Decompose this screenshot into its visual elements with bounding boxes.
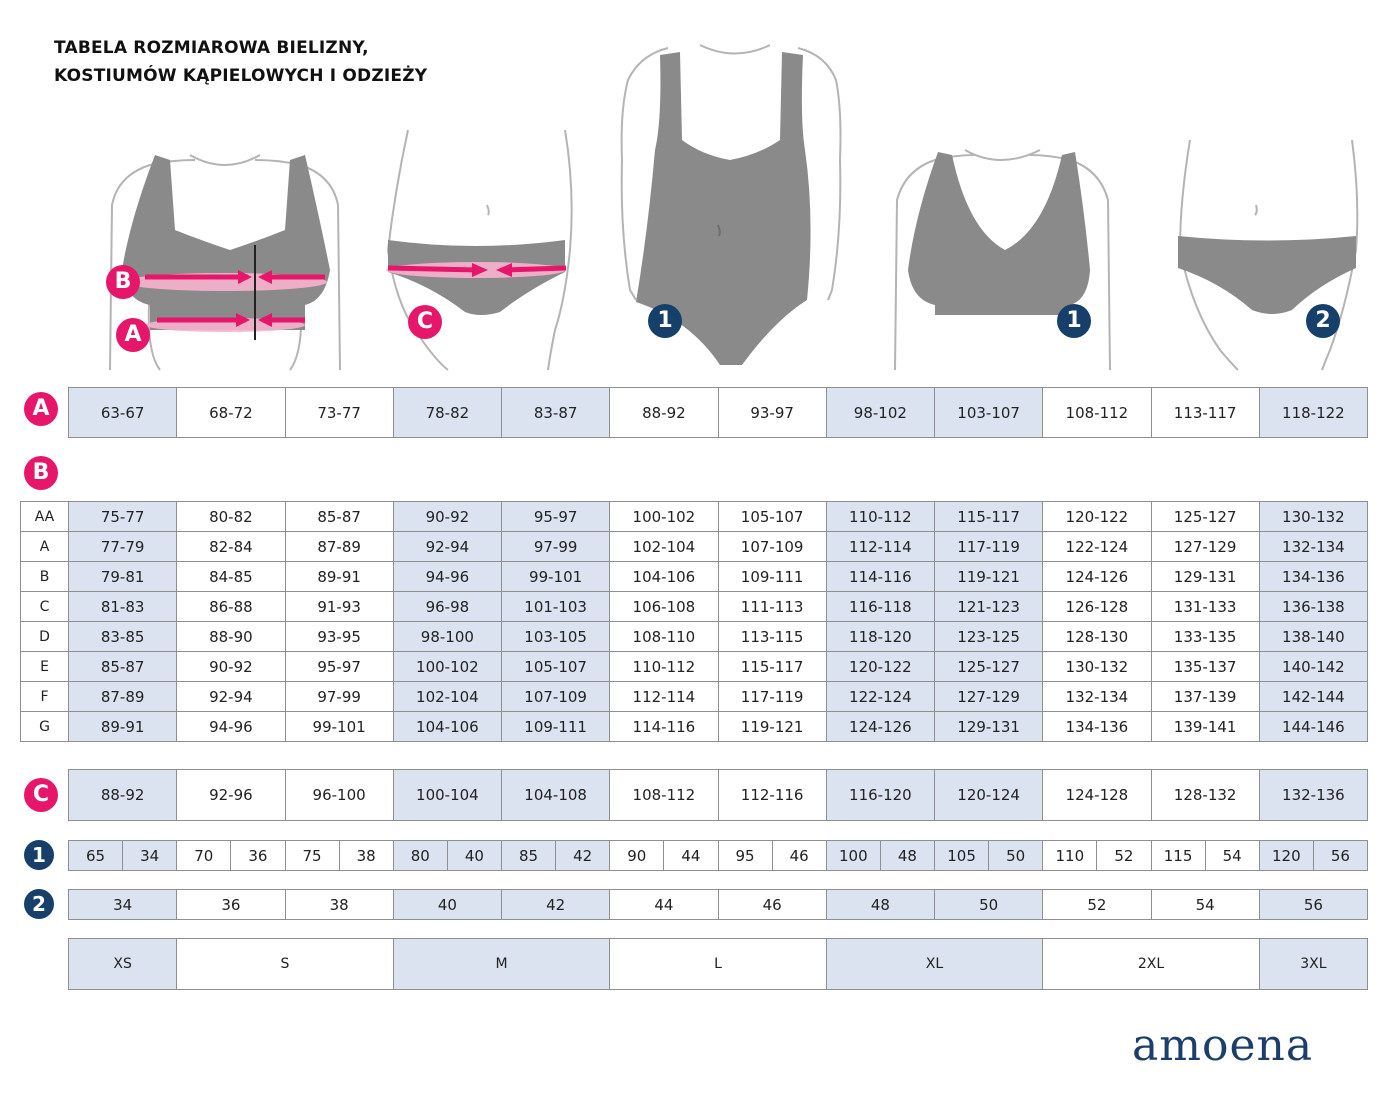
bust-range-cell: 99-101 [502,562,610,592]
bust-range-cell: 129-131 [1151,562,1259,592]
underbust-range-cell: 73-77 [285,388,393,438]
bust-range-cell: 127-129 [935,682,1043,712]
table-underbust-a [68,387,1368,438]
bust-range-cell: 140-142 [1259,652,1367,682]
bust-range-cell: 127-129 [1151,532,1259,562]
bust-range-cell: 87-89 [69,682,177,712]
table-size-1 [68,840,1368,871]
underbust-range-cell: 68-72 [177,388,285,438]
hip-range-cell: 132-136 [1259,770,1367,821]
marker-b-row: B [24,456,58,490]
hip-range-cell: 108-112 [610,770,718,821]
cup-label-cell: F [21,682,69,712]
bust-range-cell: 92-94 [393,532,501,562]
hip-range-cell: 104-108 [502,770,610,821]
letter-size-cell: M [393,939,610,990]
bust-range-cell: 86-88 [177,592,285,622]
table-row [21,622,1368,652]
table-row [69,770,1368,821]
table-row [21,712,1368,742]
chest-value-cell: 85 [502,841,556,871]
bust-range-cell: 110-112 [610,652,718,682]
size-cell: 54 [1151,890,1259,920]
cup-label-cell: B [21,562,69,592]
table-row [21,502,1368,532]
bust-range-cell: 105-107 [718,502,826,532]
bust-range-cell: 117-119 [718,682,826,712]
bust-range-cell: 77-79 [69,532,177,562]
size-cell: 46 [718,890,826,920]
bust-range-cell: 91-93 [285,592,393,622]
size-value-cell: 34 [123,841,177,871]
bust-range-cell: 94-96 [177,712,285,742]
table-row [69,841,1368,871]
bust-range-cell: 90-92 [393,502,501,532]
size-value-cell: 46 [772,841,826,871]
bust-range-cell: 119-121 [718,712,826,742]
size-cell: 44 [610,890,718,920]
bust-range-cell: 107-109 [502,682,610,712]
title-line-2: KOSTIUMÓW KĄPIELOWYCH I ODZIEŻY [54,66,428,86]
bust-range-cell: 109-111 [502,712,610,742]
bust-range-cell: 96-98 [393,592,501,622]
marker-a-figure: A [116,318,150,352]
bust-range-cell: 131-133 [1151,592,1259,622]
bust-range-cell: 102-104 [610,532,718,562]
bust-range-cell: 132-134 [1043,682,1151,712]
cup-label-cell: AA [21,502,69,532]
bust-range-cell: 82-84 [177,532,285,562]
bust-range-cell: 102-104 [393,682,501,712]
chest-value-cell: 65 [69,841,123,871]
cup-label-cell: C [21,592,69,622]
chest-value-cell: 110 [1043,841,1097,871]
marker-a-row: A [24,392,58,426]
marker-2-brief: 2 [1306,304,1340,338]
title-line-1: TABELA ROZMIAROWA BIELIZNY, [54,38,369,58]
hip-range-cell: 88-92 [69,770,177,821]
bust-range-cell: 122-124 [826,682,934,712]
bust-range-cell: 88-90 [177,622,285,652]
bust-range-cell: 120-122 [1043,502,1151,532]
bust-range-cell: 123-125 [935,622,1043,652]
size-value-cell: 38 [339,841,393,871]
bust-range-cell: 125-127 [935,652,1043,682]
bust-range-cell: 105-107 [502,652,610,682]
bust-range-cell: 125-127 [1151,502,1259,532]
hip-range-cell: 92-96 [177,770,285,821]
bust-range-cell: 119-121 [935,562,1043,592]
bust-range-cell: 124-126 [826,712,934,742]
bust-range-cell: 112-114 [610,682,718,712]
bust-range-cell: 121-123 [935,592,1043,622]
size-value-cell: 54 [1205,841,1259,871]
table-letter-sizes [68,938,1368,990]
size-cell: 34 [69,890,177,920]
table-row [21,562,1368,592]
bust-range-cell: 106-108 [610,592,718,622]
chest-value-cell: 120 [1259,841,1313,871]
table-hip-c [68,769,1368,821]
marker-1-row: 1 [24,840,54,870]
bust-range-cell: 100-102 [610,502,718,532]
bust-range-cell: 92-94 [177,682,285,712]
size-value-cell: 52 [1097,841,1151,871]
bust-range-cell: 75-77 [69,502,177,532]
size-cell: 42 [502,890,610,920]
bust-range-cell: 111-113 [718,592,826,622]
table-bust-b [20,501,1368,742]
bust-range-cell: 110-112 [826,502,934,532]
bust-range-cell: 85-87 [69,652,177,682]
bust-range-cell: 137-139 [1151,682,1259,712]
underbust-range-cell: 113-117 [1151,388,1259,438]
chest-value-cell: 80 [393,841,447,871]
bust-range-cell: 93-95 [285,622,393,652]
chest-value-cell: 100 [826,841,880,871]
size-value-cell: 40 [447,841,501,871]
chest-value-cell: 95 [718,841,772,871]
table-row [69,939,1368,990]
bust-range-cell: 94-96 [393,562,501,592]
table-row [69,388,1368,438]
underbust-range-cell: 98-102 [826,388,934,438]
marker-c-figure: C [408,305,442,339]
underbust-range-cell: 63-67 [69,388,177,438]
bust-range-cell: 136-138 [1259,592,1367,622]
marker-1-bra: 1 [1057,304,1091,338]
size-cell: 48 [826,890,934,920]
bust-range-cell: 132-134 [1259,532,1367,562]
bust-range-cell: 138-140 [1259,622,1367,652]
bust-range-cell: 120-122 [826,652,934,682]
table-row [21,532,1368,562]
bust-range-cell: 99-101 [285,712,393,742]
hip-range-cell: 116-120 [826,770,934,821]
bust-range-cell: 89-91 [285,562,393,592]
bust-range-cell: 85-87 [285,502,393,532]
bust-range-cell: 109-111 [718,562,826,592]
hip-range-cell: 100-104 [393,770,501,821]
size-cell: 36 [177,890,285,920]
bust-range-cell: 90-92 [177,652,285,682]
size-cell: 40 [393,890,501,920]
bust-range-cell: 83-85 [69,622,177,652]
hip-range-cell: 112-116 [718,770,826,821]
size-value-cell: 50 [989,841,1043,871]
bust-range-cell: 104-106 [393,712,501,742]
bust-range-cell: 100-102 [393,652,501,682]
bust-range-cell: 126-128 [1043,592,1151,622]
bust-range-cell: 103-105 [502,622,610,652]
bust-range-cell: 104-106 [610,562,718,592]
bust-range-cell: 114-116 [826,562,934,592]
letter-size-cell: XL [826,939,1043,990]
bust-range-cell: 107-109 [718,532,826,562]
hip-range-cell: 96-100 [285,770,393,821]
measurement-illustrations [0,40,1400,390]
bust-range-cell: 114-116 [610,712,718,742]
letter-size-cell: S [177,939,394,990]
chest-value-cell: 70 [177,841,231,871]
bust-range-cell: 122-124 [1043,532,1151,562]
bust-range-cell: 101-103 [502,592,610,622]
table-row [21,682,1368,712]
letter-size-cell: XS [69,939,177,990]
table-row [21,652,1368,682]
table-row [69,890,1368,920]
underbust-range-cell: 108-112 [1043,388,1151,438]
cup-label-cell: A [21,532,69,562]
letter-size-cell: 3XL [1259,939,1367,990]
marker-1-swimsuit: 1 [648,304,682,338]
chest-value-cell: 75 [285,841,339,871]
chest-value-cell: 90 [610,841,664,871]
underbust-range-cell: 78-82 [393,388,501,438]
chest-value-cell: 115 [1151,841,1205,871]
size-value-cell: 36 [231,841,285,871]
cup-label-cell: D [21,622,69,652]
letter-size-cell: L [610,939,827,990]
bust-range-cell: 108-110 [610,622,718,652]
bust-range-cell: 124-126 [1043,562,1151,592]
bust-range-cell: 134-136 [1043,712,1151,742]
bust-range-cell: 139-141 [1151,712,1259,742]
marker-b-figure: B [106,265,140,299]
hip-range-cell: 128-132 [1151,770,1259,821]
size-cell: 52 [1043,890,1151,920]
underbust-range-cell: 93-97 [718,388,826,438]
bust-range-cell: 115-117 [718,652,826,682]
bust-range-cell: 97-99 [285,682,393,712]
underbust-range-cell: 118-122 [1259,388,1367,438]
marker-c-row: C [24,778,58,812]
size-value-cell: 44 [664,841,718,871]
hip-range-cell: 120-124 [935,770,1043,821]
bust-range-cell: 97-99 [502,532,610,562]
table-size-2 [68,889,1368,920]
bust-range-cell: 81-83 [69,592,177,622]
bust-range-cell: 133-135 [1151,622,1259,652]
cup-label-cell: G [21,712,69,742]
bust-range-cell: 84-85 [177,562,285,592]
bust-range-cell: 98-100 [393,622,501,652]
bust-range-cell: 95-97 [502,502,610,532]
bust-range-cell: 95-97 [285,652,393,682]
cup-label-cell: E [21,652,69,682]
table-row [21,592,1368,622]
hip-range-cell: 124-128 [1043,770,1151,821]
bust-range-cell: 116-118 [826,592,934,622]
bust-range-cell: 129-131 [935,712,1043,742]
bust-range-cell: 135-137 [1151,652,1259,682]
bust-range-cell: 89-91 [69,712,177,742]
underbust-range-cell: 103-107 [935,388,1043,438]
bust-range-cell: 142-144 [1259,682,1367,712]
amoena-logo: amoena [1132,1020,1314,1071]
size-value-cell: 42 [556,841,610,871]
bust-range-cell: 79-81 [69,562,177,592]
bust-range-cell: 144-146 [1259,712,1367,742]
bust-range-cell: 128-130 [1043,622,1151,652]
underbust-range-cell: 88-92 [610,388,718,438]
bust-range-cell: 130-132 [1043,652,1151,682]
size-cell: 38 [285,890,393,920]
underbust-range-cell: 83-87 [502,388,610,438]
bust-range-cell: 80-82 [177,502,285,532]
bust-range-cell: 113-115 [718,622,826,652]
bust-range-cell: 118-120 [826,622,934,652]
bust-range-cell: 112-114 [826,532,934,562]
bust-range-cell: 130-132 [1259,502,1367,532]
marker-2-row: 2 [24,889,54,919]
bust-range-cell: 115-117 [935,502,1043,532]
bust-range-cell: 117-119 [935,532,1043,562]
size-cell: 56 [1259,890,1367,920]
letter-size-cell: 2XL [1043,939,1260,990]
bust-range-cell: 134-136 [1259,562,1367,592]
size-cell: 50 [935,890,1043,920]
bust-range-cell: 87-89 [285,532,393,562]
chest-value-cell: 105 [935,841,989,871]
size-value-cell: 56 [1313,841,1367,871]
size-value-cell: 48 [880,841,934,871]
